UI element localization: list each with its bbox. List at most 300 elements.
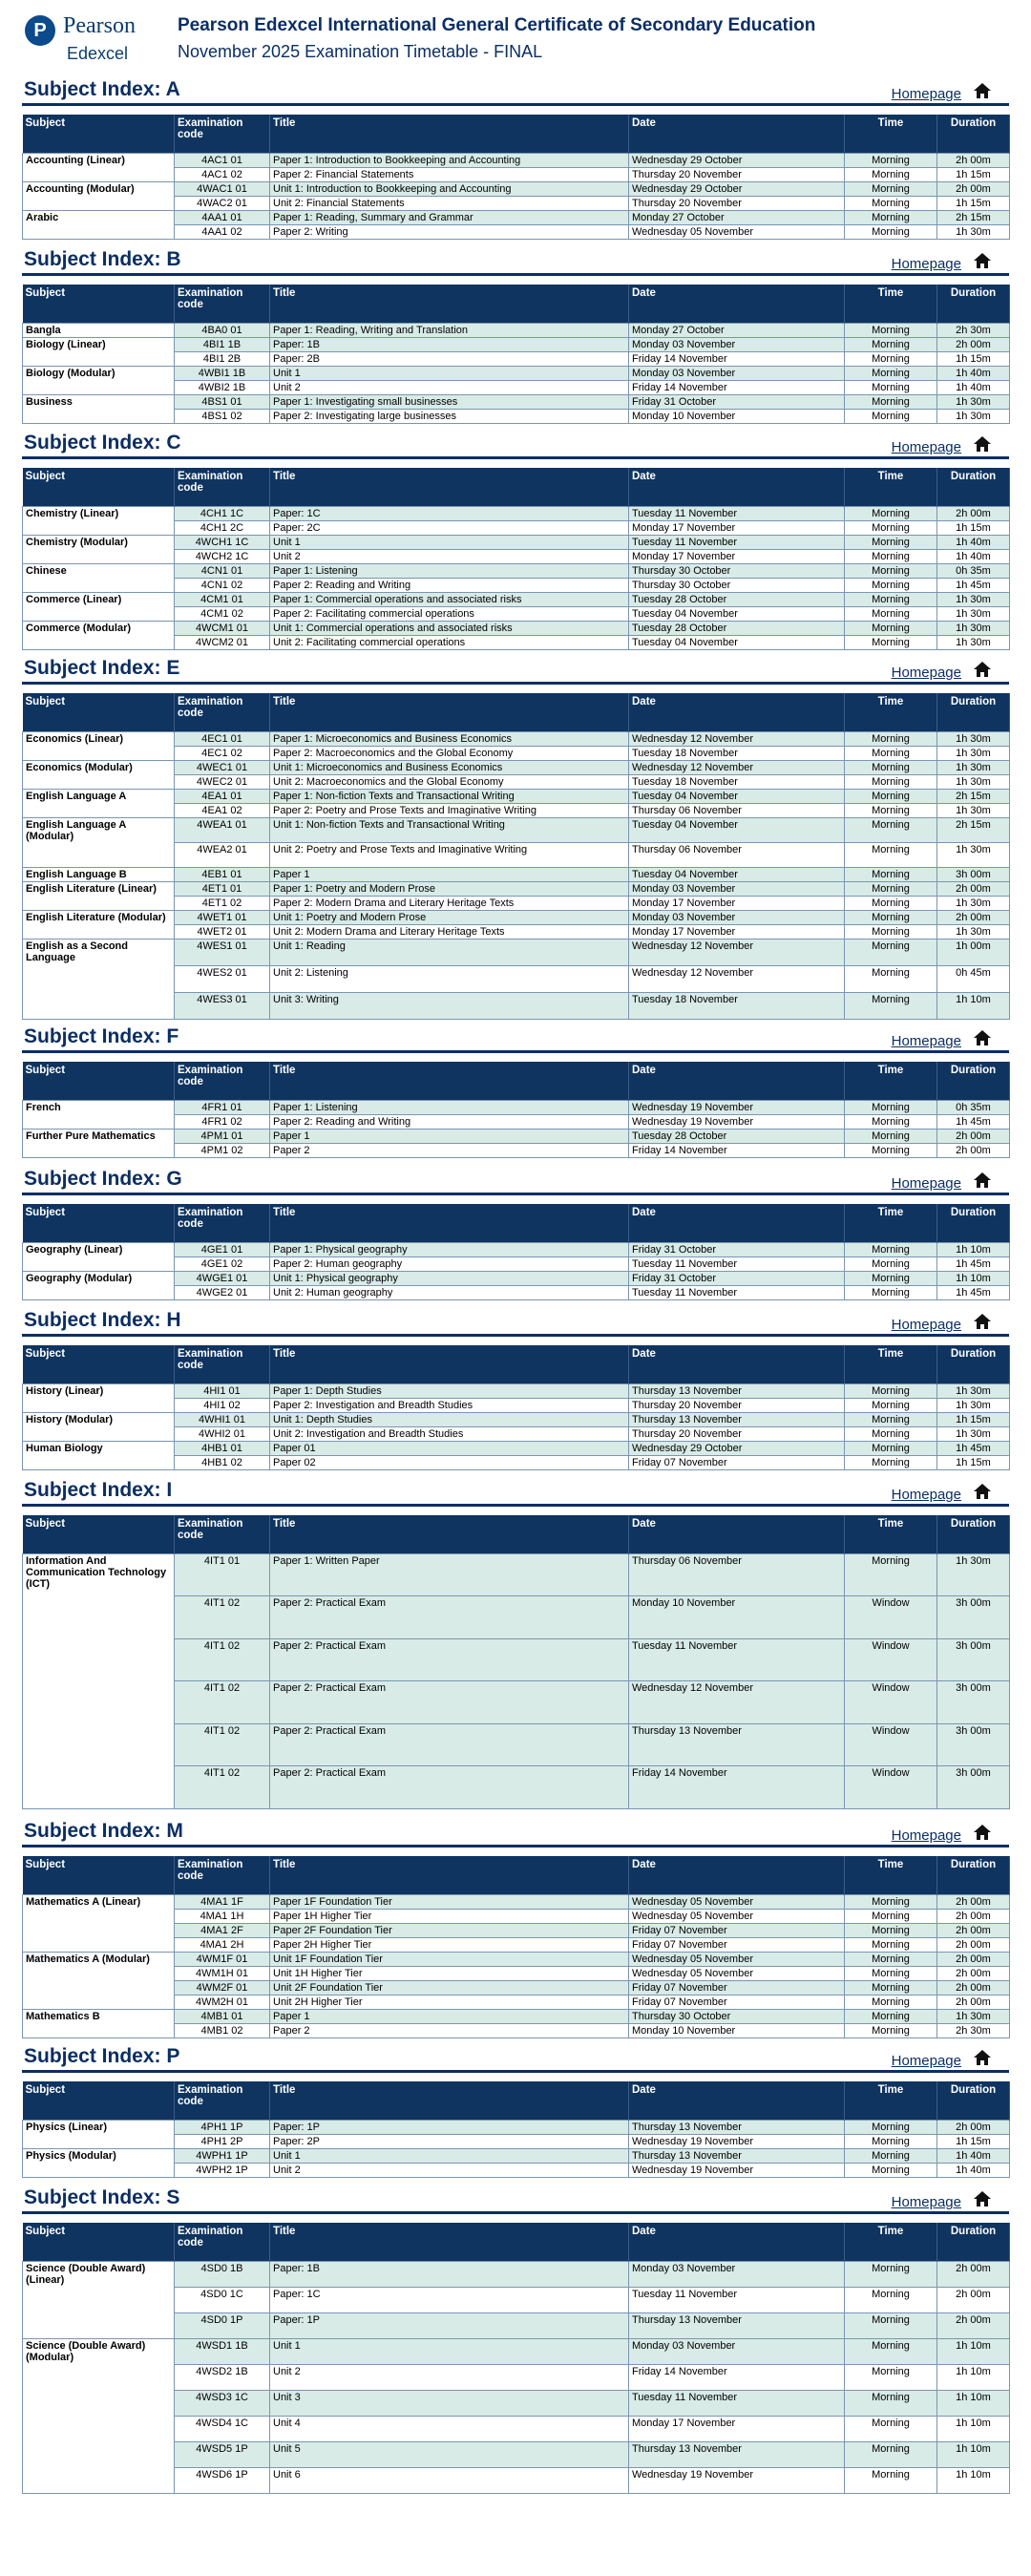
exam-duration: 1h 15m: [937, 1413, 1010, 1427]
exam-date: Thursday 30 October: [629, 578, 845, 592]
column-header-duration: Duration: [937, 2223, 1010, 2262]
subject-name: Accounting (Modular): [23, 182, 175, 211]
subject-index-section: [22, 74, 1009, 238]
exam-duration: 1h 30m: [937, 1399, 1010, 1413]
section-divider: [22, 1193, 1009, 1195]
exam-session: Morning: [845, 621, 937, 635]
paper-title: Paper 2: Writing: [270, 225, 629, 240]
paper-title: Unit 2: [270, 549, 629, 563]
exam-code: 4WM2F 01: [175, 1980, 270, 1995]
page-header: [0, 0, 1031, 73]
exam-code: 4WGE1 01: [175, 1271, 270, 1285]
column-header-time: Time: [845, 1856, 937, 1895]
home-icon[interactable]: [973, 1172, 992, 1189]
paper-title: Unit 1: [270, 535, 629, 549]
homepage-link[interactable]: Homepage: [891, 86, 961, 102]
table-row: [23, 563, 1010, 578]
table-row: [23, 939, 1010, 965]
exam-duration: 1h 30m: [937, 746, 1010, 760]
homepage-link[interactable]: Homepage: [891, 664, 961, 681]
timetable-table: [22, 2081, 1010, 2178]
home-icon[interactable]: [973, 435, 992, 453]
exam-duration: 2h 00m: [937, 1923, 1010, 1937]
homepage-link[interactable]: Homepage: [891, 1317, 961, 1334]
column-header-title: Title: [270, 1204, 629, 1243]
exam-code: 4WHI1 01: [175, 1413, 270, 1427]
table-header-row: [23, 1856, 1010, 1895]
exam-code: 4WSD5 1P: [175, 2442, 270, 2468]
exam-code: 4WET2 01: [175, 924, 270, 939]
subject-name: Economics (Modular): [23, 760, 175, 789]
exam-duration: 2h 00m: [937, 1966, 1010, 1980]
paper-title: Paper 1: [270, 867, 629, 881]
exam-date: Wednesday 29 October: [629, 154, 845, 168]
column-header-duration: Duration: [937, 693, 1010, 732]
subject-name: Physics (Modular): [23, 2148, 175, 2177]
table-row: [23, 1442, 1010, 1456]
exam-code: 4MA1 2H: [175, 1937, 270, 1952]
table-row: [23, 1894, 1010, 1909]
exam-session: Morning: [845, 211, 937, 225]
exam-date: Wednesday 12 November: [629, 760, 845, 774]
paper-title: Unit 2: Modern Drama and Literary Heritage Texts: [270, 924, 629, 939]
exam-session: Morning: [845, 1144, 937, 1158]
exam-date: Thursday 30 October: [629, 563, 845, 578]
paper-title: Unit 6: [270, 2468, 629, 2494]
exam-code: 4WM1F 01: [175, 1952, 270, 1966]
exam-code: 4WCM2 01: [175, 635, 270, 649]
exam-duration: 1h 10m: [937, 2391, 1010, 2417]
exam-date: Thursday 30 October: [629, 2009, 845, 2023]
exam-session: Morning: [845, 351, 937, 366]
exam-session: Morning: [845, 225, 937, 240]
exam-session: Morning: [845, 1413, 937, 1427]
column-header-date: Date: [629, 1204, 845, 1243]
column-header-time: Time: [845, 2223, 937, 2262]
column-header-subject: Subject: [23, 1515, 175, 1554]
document-title: Pearson Edexcel International General Certificate of Secondary Education: [178, 15, 816, 35]
exam-code: 4CH1 2C: [175, 520, 270, 535]
exam-code: 4AA1 02: [175, 225, 270, 240]
paper-title: Paper 2: Poetry and Prose Texts and Imaginative Writing: [270, 803, 629, 817]
column-header-subject: Subject: [23, 693, 175, 732]
paper-title: Unit 1: Poetry and Modern Prose: [270, 910, 629, 924]
subject-name: Science (Double Award) (Modular): [23, 2339, 175, 2494]
exam-code: 4SD0 1B: [175, 2262, 270, 2288]
exam-session: Morning: [845, 842, 937, 867]
column-header-examination-code: Examination code: [175, 1204, 270, 1243]
exam-session: Morning: [845, 2134, 937, 2148]
exam-session: Morning: [845, 731, 937, 746]
paper-title: Unit 1: Reading: [270, 939, 629, 965]
paper-title: Paper 2: Practical Exam: [270, 1681, 629, 1724]
exam-code: 4WSD6 1P: [175, 2468, 270, 2494]
exam-duration: 2h 30m: [937, 323, 1010, 337]
exam-session: Morning: [845, 168, 937, 182]
exam-date: Wednesday 12 November: [629, 1681, 845, 1724]
exam-session: Morning: [845, 182, 937, 197]
paper-title: Paper 2: Practical Exam: [270, 1596, 629, 1639]
subject-name: Human Biology: [23, 1442, 175, 1470]
subject-name: Commerce (Modular): [23, 621, 175, 649]
exam-code: 4BA0 01: [175, 323, 270, 337]
section-title: Subject Index: I: [24, 1478, 173, 1501]
exam-session: Morning: [845, 910, 937, 924]
table-row: [23, 881, 1010, 896]
homepage-link[interactable]: Homepage: [891, 2052, 961, 2069]
exam-session: Morning: [845, 2288, 937, 2313]
exam-date: Monday 03 November: [629, 2262, 845, 2288]
exam-duration: 2h 00m: [937, 1995, 1010, 2009]
section-header: [22, 2041, 1009, 2078]
section-header: [22, 1816, 1009, 1852]
subject-index-section: [22, 1475, 1009, 1803]
exam-date: Monday 10 November: [629, 409, 845, 423]
exam-date: Tuesday 11 November: [629, 535, 845, 549]
homepage-link[interactable]: Homepage: [891, 1033, 961, 1050]
column-header-subject: Subject: [23, 115, 175, 154]
exam-duration: 2h 00m: [937, 1909, 1010, 1923]
exam-session: Morning: [845, 2391, 937, 2417]
column-header-title: Title: [270, 285, 629, 324]
exam-code: 4WET1 01: [175, 910, 270, 924]
table-row: [23, 731, 1010, 746]
exam-date: Friday 07 November: [629, 1995, 845, 2009]
section-divider: [22, 456, 1009, 459]
paper-title: Paper 1: Listening: [270, 1101, 629, 1115]
column-header-time: Time: [845, 1345, 937, 1384]
paper-title: Paper 1: Commercial operations and associated risks: [270, 592, 629, 606]
column-header-time: Time: [845, 2081, 937, 2121]
section-header: [22, 1305, 1009, 1341]
exam-session: Morning: [845, 2163, 937, 2177]
exam-duration: 2h 00m: [937, 1894, 1010, 1909]
exam-code: 4CH1 1C: [175, 506, 270, 520]
exam-session: Morning: [845, 1256, 937, 1271]
paper-title: Paper 2: Macroeconomics and the Global Economy: [270, 746, 629, 760]
exam-code: 4EC1 01: [175, 731, 270, 746]
paper-title: Paper 1: Poetry and Modern Prose: [270, 881, 629, 896]
paper-title: Paper: 1B: [270, 337, 629, 351]
column-header-time: Time: [845, 468, 937, 507]
section-title: Subject Index: G: [24, 1167, 182, 1190]
column-header-duration: Duration: [937, 2081, 1010, 2121]
paper-title: Paper: 1P: [270, 2120, 629, 2134]
exam-date: Tuesday 28 October: [629, 1130, 845, 1144]
table-header-row: [23, 1345, 1010, 1384]
paper-title: Paper 2: Investigation and Breadth Studies: [270, 1399, 629, 1413]
exam-code: 4CM1 02: [175, 606, 270, 621]
section-divider: [22, 2070, 1009, 2073]
exam-duration: 1h 15m: [937, 520, 1010, 535]
timetable-table: [22, 1062, 1010, 1158]
exam-session: Morning: [845, 867, 937, 881]
exam-date: Wednesday 12 November: [629, 965, 845, 992]
paper-title: Unit 1: Depth Studies: [270, 1413, 629, 1427]
exam-duration: 2h 00m: [937, 881, 1010, 896]
homepage-link[interactable]: Homepage: [891, 1826, 961, 1844]
section-title: Subject Index: E: [24, 656, 180, 679]
subject-name: Commerce (Linear): [23, 592, 175, 621]
exam-session: Morning: [845, 1894, 937, 1909]
home-icon[interactable]: [973, 82, 992, 99]
exam-date: Wednesday 19 November: [629, 2468, 845, 2494]
section-header: [22, 653, 1009, 689]
exam-date: Monday 03 November: [629, 337, 845, 351]
section-header: [22, 1022, 1009, 1058]
exam-date: Wednesday 12 November: [629, 731, 845, 746]
home-icon[interactable]: [973, 1029, 992, 1046]
home-icon[interactable]: [973, 1483, 992, 1500]
table-header-row: [23, 693, 1010, 732]
exam-date: Monday 17 November: [629, 896, 845, 910]
subject-name: Further Pure Mathematics: [23, 1130, 175, 1158]
exam-date: Tuesday 28 October: [629, 621, 845, 635]
exam-session: Window: [845, 1638, 937, 1681]
exam-code: 4AC1 02: [175, 168, 270, 182]
table-row: [23, 154, 1010, 168]
paper-title: Paper 1: [270, 1130, 629, 1144]
table-row: [23, 910, 1010, 924]
home-icon[interactable]: [973, 252, 992, 269]
timetable-table: [22, 1515, 1010, 1809]
exam-date: Tuesday 04 November: [629, 789, 845, 803]
table-header-row: [23, 1515, 1010, 1554]
exam-duration: 1h 45m: [937, 1285, 1010, 1299]
paper-title: Unit 5: [270, 2442, 629, 2468]
paper-title: Paper 2: Reading and Writing: [270, 578, 629, 592]
subject-name: Chemistry (Modular): [23, 535, 175, 563]
table-row: [23, 182, 1010, 197]
home-icon[interactable]: [973, 1824, 992, 1841]
exam-session: Morning: [845, 592, 937, 606]
paper-title: Paper 02: [270, 1456, 629, 1470]
exam-date: Wednesday 05 November: [629, 1966, 845, 1980]
column-header-date: Date: [629, 2081, 845, 2121]
exam-session: Window: [845, 1596, 937, 1639]
section-title: Subject Index: B: [24, 247, 181, 270]
column-header-duration: Duration: [937, 285, 1010, 324]
exam-code: 4MA1 1F: [175, 1894, 270, 1909]
column-header-date: Date: [629, 2223, 845, 2262]
subject-name: Mathematics A (Linear): [23, 1894, 175, 1952]
column-header-title: Title: [270, 2223, 629, 2262]
section-title: Subject Index: F: [24, 1025, 179, 1048]
exam-date: Monday 03 November: [629, 366, 845, 380]
column-header-examination-code: Examination code: [175, 2081, 270, 2121]
exam-code: 4IT1 02: [175, 1681, 270, 1724]
exam-session: Window: [845, 1681, 937, 1724]
brand-name: Pearson: [63, 13, 136, 38]
subject-name: Business: [23, 394, 175, 423]
table-row: [23, 789, 1010, 803]
exam-date: Tuesday 04 November: [629, 606, 845, 621]
exam-code: 4BS1 02: [175, 409, 270, 423]
exam-session: Morning: [845, 760, 937, 774]
exam-session: Morning: [845, 1952, 937, 1966]
exam-code: 4IT1 02: [175, 1638, 270, 1681]
paper-title: Unit 2: Financial Statements: [270, 197, 629, 211]
paper-title: Paper: 2B: [270, 351, 629, 366]
column-header-subject: Subject: [23, 285, 175, 324]
exam-duration: 2h 15m: [937, 789, 1010, 803]
exam-session: Morning: [845, 939, 937, 965]
table-row: [23, 1242, 1010, 1256]
table-row: [23, 1271, 1010, 1285]
table-row: [23, 1101, 1010, 1115]
exam-date: Monday 10 November: [629, 2023, 845, 2038]
exam-code: 4MA1 1H: [175, 1909, 270, 1923]
column-header-time: Time: [845, 1204, 937, 1243]
exam-date: Monday 17 November: [629, 520, 845, 535]
subject-index-section: [22, 653, 1009, 1009]
exam-code: 4PM1 01: [175, 1130, 270, 1144]
exam-date: Tuesday 04 November: [629, 867, 845, 881]
exam-duration: 3h 00m: [937, 1596, 1010, 1639]
subject-name: Physics (Linear): [23, 2120, 175, 2148]
exam-code: 4GE1 02: [175, 1256, 270, 1271]
exam-session: Morning: [845, 1384, 937, 1399]
exam-code: 4FR1 02: [175, 1115, 270, 1130]
exam-code: 4AC1 01: [175, 154, 270, 168]
exam-session: Morning: [845, 924, 937, 939]
home-icon[interactable]: [973, 1313, 992, 1330]
section-divider: [22, 2211, 1009, 2214]
column-header-title: Title: [270, 1515, 629, 1554]
exam-code: 4WHI2 01: [175, 1427, 270, 1442]
column-header-examination-code: Examination code: [175, 2223, 270, 2262]
subject-name: English Language A: [23, 789, 175, 817]
table-row: [23, 621, 1010, 635]
exam-session: Morning: [845, 992, 937, 1019]
exam-session: Morning: [845, 881, 937, 896]
column-header-time: Time: [845, 115, 937, 154]
exam-code: 4WCH1 1C: [175, 535, 270, 549]
timetable-table: [22, 115, 1010, 240]
exam-duration: 1h 15m: [937, 351, 1010, 366]
table-row: [23, 2009, 1010, 2023]
exam-code: 4ET1 02: [175, 896, 270, 910]
home-icon[interactable]: [973, 2049, 992, 2066]
exam-duration: 1h 45m: [937, 1115, 1010, 1130]
exam-date: Thursday 06 November: [629, 803, 845, 817]
subject-index-section: [22, 1164, 1009, 1299]
table-header-row: [23, 285, 1010, 324]
exam-session: Morning: [845, 337, 937, 351]
column-header-subject: Subject: [23, 2223, 175, 2262]
table-row: [23, 592, 1010, 606]
exam-date: Friday 14 November: [629, 1144, 845, 1158]
exam-duration: 2h 00m: [937, 154, 1010, 168]
subject-name: History (Linear): [23, 1384, 175, 1413]
exam-code: 4WSD4 1C: [175, 2417, 270, 2442]
column-header-date: Date: [629, 1062, 845, 1101]
exam-duration: 2h 00m: [937, 182, 1010, 197]
timetable-table: [22, 2223, 1010, 2494]
exam-code: 4WCH2 1C: [175, 549, 270, 563]
subject-name: English as a Second Language: [23, 939, 175, 1019]
exam-date: Thursday 20 November: [629, 197, 845, 211]
paper-title: Paper 2: Facilitating commercial operations: [270, 606, 629, 621]
homepage-link[interactable]: Homepage: [891, 1174, 961, 1192]
exam-date: Wednesday 19 November: [629, 2134, 845, 2148]
exam-session: Morning: [845, 1456, 937, 1470]
table-header-row: [23, 1062, 1010, 1101]
exam-session: Morning: [845, 1271, 937, 1285]
paper-title: Paper 1: Non-fiction Texts and Transactional Writing: [270, 789, 629, 803]
exam-duration: 1h 40m: [937, 366, 1010, 380]
exam-session: Morning: [845, 578, 937, 592]
paper-title: Unit 2: Investigation and Breadth Studies: [270, 1427, 629, 1442]
paper-title: Unit 2: Poetry and Prose Texts and Imaginative Writing: [270, 842, 629, 867]
subject-name: Chemistry (Linear): [23, 506, 175, 535]
exam-code: 4WPH2 1P: [175, 2163, 270, 2177]
table-row: [23, 323, 1010, 337]
exam-date: Monday 17 November: [629, 924, 845, 939]
paper-title: Paper 2: Modern Drama and Literary Heritage Texts: [270, 896, 629, 910]
column-header-date: Date: [629, 468, 845, 507]
home-icon[interactable]: [973, 2190, 992, 2207]
exam-date: Thursday 13 November: [629, 2313, 845, 2339]
home-icon[interactable]: [973, 661, 992, 678]
exam-session: Morning: [845, 380, 937, 394]
exam-duration: 1h 15m: [937, 197, 1010, 211]
exam-date: Tuesday 04 November: [629, 817, 845, 842]
section-title: Subject Index: M: [24, 1819, 183, 1842]
subject-name: French: [23, 1101, 175, 1130]
exam-duration: 2h 00m: [937, 2313, 1010, 2339]
paper-title: Paper 1: Reading, Writing and Translation: [270, 323, 629, 337]
homepage-link[interactable]: Homepage: [891, 1486, 961, 1503]
exam-session: Morning: [845, 2365, 937, 2391]
exam-duration: 0h 45m: [937, 965, 1010, 992]
subject-name: Science (Double Award) (Linear): [23, 2262, 175, 2339]
subject-index-section: [22, 1305, 1009, 1469]
exam-session: Morning: [845, 1115, 937, 1130]
exam-date: Friday 14 November: [629, 2365, 845, 2391]
subject-name: Geography (Modular): [23, 1271, 175, 1299]
exam-session: Morning: [845, 606, 937, 621]
homepage-link[interactable]: Homepage: [891, 255, 961, 272]
exam-code: 4IT1 01: [175, 1553, 270, 1596]
exam-code: 4WES2 01: [175, 965, 270, 992]
exam-date: Thursday 20 November: [629, 168, 845, 182]
exam-duration: 2h 00m: [937, 2262, 1010, 2288]
paper-title: Paper 1: Reading, Summary and Grammar: [270, 211, 629, 225]
column-header-title: Title: [270, 1856, 629, 1895]
exam-session: Morning: [845, 394, 937, 409]
exam-duration: 3h 00m: [937, 1681, 1010, 1724]
column-header-date: Date: [629, 1345, 845, 1384]
exam-session: Morning: [845, 1980, 937, 1995]
exam-session: Morning: [845, 803, 937, 817]
brand-sub: Edexcel: [67, 44, 129, 63]
exam-code: 4PM1 02: [175, 1144, 270, 1158]
exam-code: 4WSD2 1B: [175, 2365, 270, 2391]
exam-duration: 1h 45m: [937, 1256, 1010, 1271]
table-header-row: [23, 2223, 1010, 2262]
paper-title: Paper 2: Reading and Writing: [270, 1115, 629, 1130]
homepage-link[interactable]: Homepage: [891, 438, 961, 455]
subject-name: History (Modular): [23, 1413, 175, 1442]
exam-code: 4CN1 01: [175, 563, 270, 578]
exam-code: 4HB1 02: [175, 1456, 270, 1470]
exam-session: Morning: [845, 197, 937, 211]
table-row: [23, 394, 1010, 409]
homepage-link[interactable]: Homepage: [891, 2194, 961, 2211]
exam-date: Tuesday 11 November: [629, 1285, 845, 1299]
exam-date: Thursday 13 November: [629, 1413, 845, 1427]
